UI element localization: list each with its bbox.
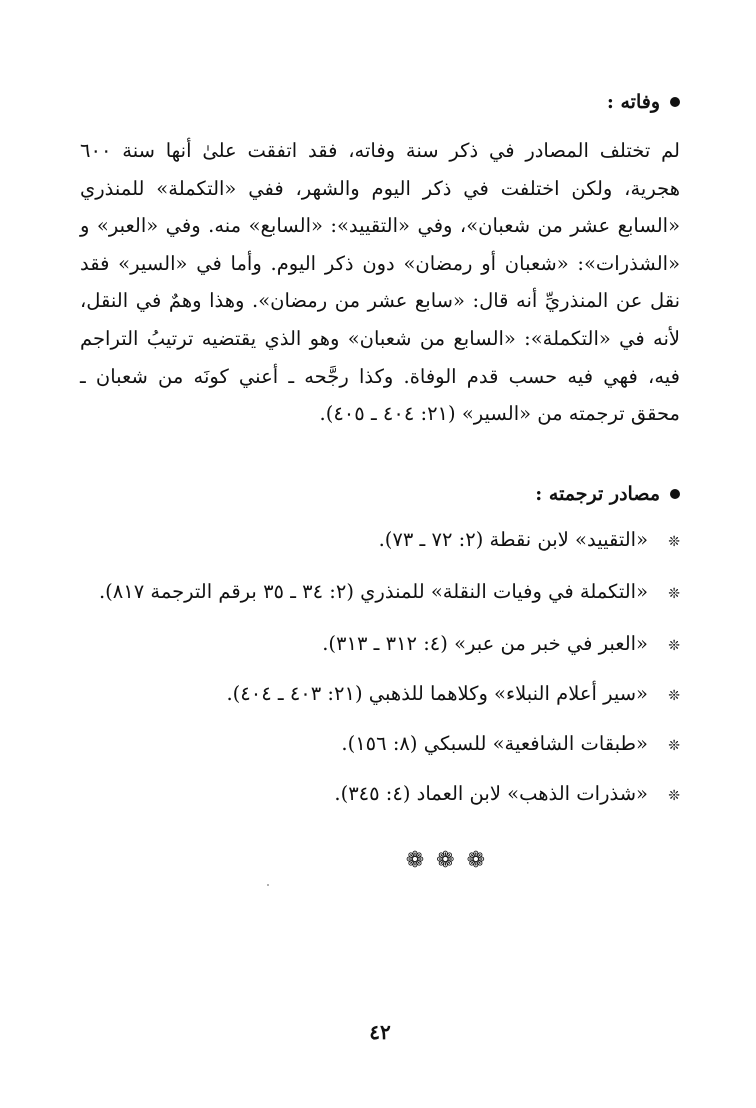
speck-mark [267, 884, 269, 886]
star-marker-icon: ❊ [668, 688, 680, 704]
source-item [80, 520, 680, 562]
source-text: «سير أعلام النبلاء» وكلاهما للذهبي (٢١: ٤٠٣ ـ ٤٠٤). [226, 682, 648, 705]
flower-ornament-icon: ❁ [405, 848, 425, 873]
source-item [80, 674, 680, 716]
section-divider-ornaments [406, 848, 485, 873]
death-heading-text: وفاته : [606, 91, 660, 113]
source-text: «التكملة في وفيات النقلة» للمنذري (٢: ٣٤ ـ ٣٥ برقم الترجمة ٨١٧). [98, 580, 648, 603]
sources-heading [535, 480, 680, 508]
source-item [80, 570, 680, 616]
star-marker-icon: ❊ [668, 738, 680, 754]
death-heading [607, 88, 680, 116]
book-page [80, 0, 680, 1108]
source-item [80, 624, 680, 666]
source-text: «طبقات الشافعية» للسبكي (٨: ١٥٦). [341, 732, 648, 755]
star-marker-icon: ❊ [668, 788, 680, 804]
star-marker-icon: ❊ [668, 638, 680, 654]
flower-ornament-icon: ❁ [436, 848, 455, 873]
source-item [80, 724, 680, 766]
flower-ornament-icon: ❁ [466, 848, 485, 873]
star-marker-icon: ❊ [668, 534, 680, 550]
bullet-icon [670, 489, 680, 499]
source-text: «العبر في خبر من عبر» (٤: ٣١٢ ـ ٣١٣). [322, 632, 648, 655]
source-text: «التقييد» لابن نقطة (٢: ٧٢ ـ ٧٣). [378, 528, 648, 551]
page-number: ٤٢ [369, 1020, 391, 1044]
death-paragraph: لم تختلف المصادر في ذكر سنة وفاته، فقد اتفقت علىٰ أنها سنة ٦٠٠ هجرية، ولكن اختلفت في ذكر اليوم والشهر، ففي «التكملة» للمنذري «السابع عشر من شعبان»، وفي «التقييد»: «السابع» منه. وفي «العبر» و «الشذرات»: «شعبان أو رمضان» دون ذكر اليوم. وأما في «السير» فقد نقل عن المنذريِّ أنه قال: «سابع عشر من رمضان». وهذا وهمٌ في النقل، لأنه في «التكملة»: «السابع من شعبان» وهو الذي يقتضيه ترتيبُ التراجم فيه، فهي فيه حسب قدم الوفاة. وكذا رجَّحه ـ أعني كونَه من شعبان ـ محقق ترجمته من «السير» (٢١: ٤٠٤ ـ ٤٠٥). [80, 139, 680, 426]
sources-heading-text: مصادر ترجمته : [535, 483, 660, 505]
source-text: «شذرات الذهب» لابن العماد (٤: ٣٤٥). [334, 782, 648, 805]
sources-list [80, 520, 680, 824]
bullet-icon [670, 97, 680, 107]
star-marker-icon: ❊ [668, 586, 680, 602]
source-item [80, 774, 680, 816]
